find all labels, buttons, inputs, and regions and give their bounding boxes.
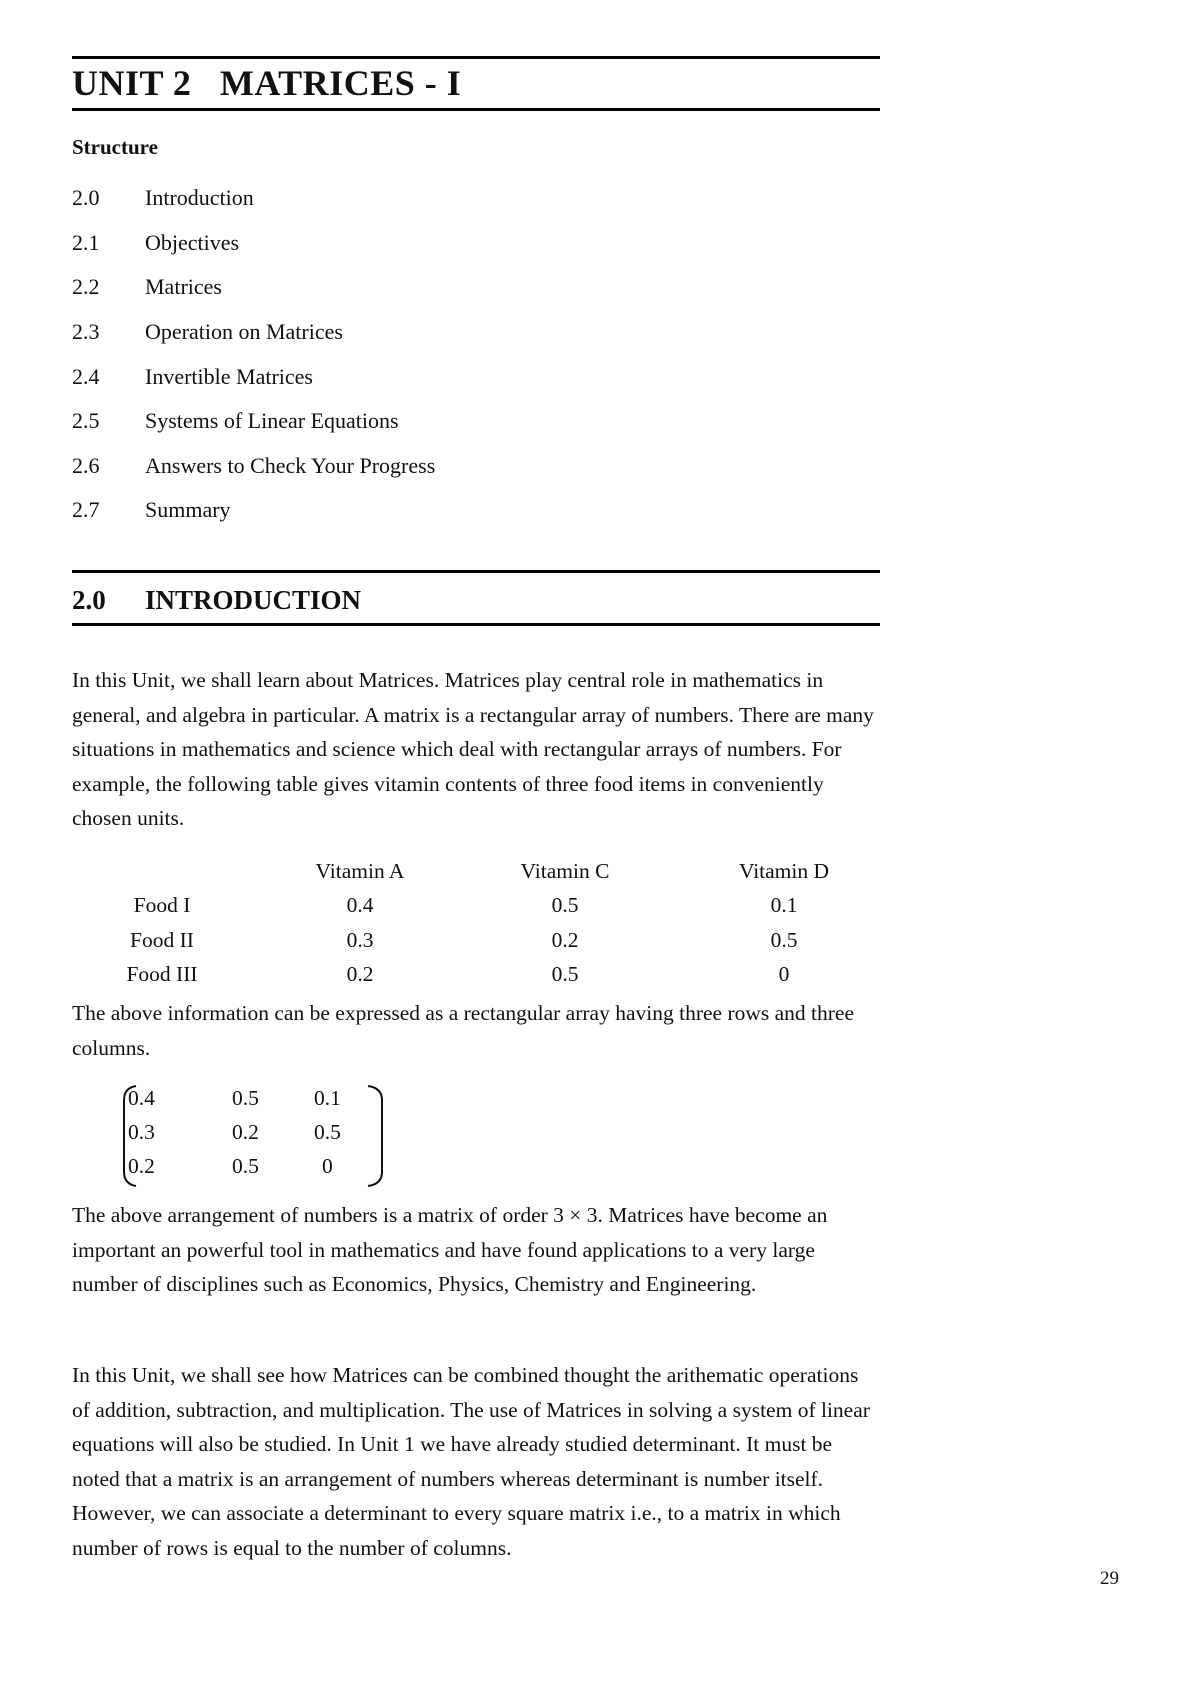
matrix-cell: 0.5 [314, 1120, 341, 1144]
table-cell: 0.5 [551, 893, 579, 917]
after-table-paragraph: The above information can be expressed as a rectangular array having three rows and three columns. [72, 1001, 855, 1060]
matrix-cell: 0.5 [232, 1154, 259, 1178]
after-matrix-paragraph: The above arrangement of numbers is a matrix of order 3 × 3. Matrices have become an important an powerful tool in mathematics and have found applications to a very large number of disciplines such as Economics, Physics, Chemistry and Engineering. [72, 1203, 828, 1296]
toc-label: Operation on Matrices [145, 319, 343, 344]
section-title: INTRODUCTION [145, 585, 362, 615]
toc-label: Summary [145, 497, 231, 522]
toc-number: 2.6 [72, 453, 100, 478]
toc-label: Matrices [145, 274, 222, 299]
table-cell: 0.2 [346, 962, 374, 986]
toc-number: 2.3 [72, 319, 100, 344]
page-number: 29 [1100, 1568, 1119, 1589]
closing-paragraph: In this Unit, we shall see how Matrices can be combined thought the arithematic operations of addition, subtraction, and multiplication. The use of Matrices in solving a system of linear equations will also be studied. In Unit 1 we have already studied determinant. It must be noted that a matrix is an arrangement of numbers whereas determinant is number itself. However, we can associate a determinant to every square matrix i.e., to a matrix in which number of rows is equal to the number of columns. [72, 1363, 870, 1560]
matrix [112, 1082, 462, 1192]
table-cell: 0.4 [346, 893, 374, 917]
table-cell: 0.1 [770, 893, 798, 917]
section-number: 2.0 [72, 585, 106, 615]
matrix-brackets [112, 1082, 462, 1192]
toc-number: 2.5 [72, 408, 100, 433]
table-row-label: Food II [130, 928, 194, 952]
table-header: Vitamin D [738, 859, 830, 883]
unit-title: UNIT 2 MATRICES - I [72, 63, 462, 103]
right-bracket [368, 1086, 382, 1186]
matrix-cell: 0.1 [314, 1086, 341, 1110]
toc-label: Objectives [145, 230, 240, 255]
table-header: Vitamin A [315, 859, 405, 883]
toc-number: 2.7 [72, 497, 100, 522]
structure-heading: Structure [72, 135, 158, 159]
toc-label: Systems of Linear Equations [145, 408, 399, 433]
section-top-rule [72, 570, 880, 573]
matrix-cell: 0.2 [232, 1120, 259, 1144]
table-cell: 0.5 [551, 962, 579, 986]
toc-number: 2.1 [72, 230, 100, 255]
matrix-cell: 0 [322, 1154, 333, 1178]
matrix-cell: 0.5 [232, 1086, 259, 1110]
intro-paragraph: In this Unit, we shall learn about Matrices. Matrices play central role in mathematics in general, and algebra in particular. A matrix is a rectangular array of numbers. There are many situations in mathematics and science which deal with rectangular arrays of numbers. For example, the following table gives vitamin contents of three food items in conveniently chosen units. [72, 668, 874, 830]
matrix-cell: 0.3 [128, 1120, 155, 1144]
toc-label: Introduction [145, 185, 254, 210]
toc-label: Answers to Check Your Progress [145, 453, 436, 478]
section-bottom-rule [72, 623, 880, 626]
title-bottom-rule [72, 108, 880, 111]
toc-number: 2.4 [72, 364, 100, 389]
table-cell: 0.3 [346, 928, 374, 952]
toc-number: 2.0 [72, 185, 100, 210]
matrix-cell: 0.2 [128, 1154, 155, 1178]
table-row-label: Food I [133, 893, 191, 917]
toc-number: 2.2 [72, 274, 100, 299]
table-cell: 0.5 [770, 928, 798, 952]
table-cell: 0.2 [551, 928, 579, 952]
toc-label: Invertible Matrices [145, 364, 313, 389]
title-top-rule [72, 56, 880, 59]
table-cell: 0 [778, 962, 790, 986]
table-row-label: Food III [126, 962, 198, 986]
table-header: Vitamin C [520, 859, 610, 883]
matrix-cell: 0.4 [128, 1086, 155, 1110]
